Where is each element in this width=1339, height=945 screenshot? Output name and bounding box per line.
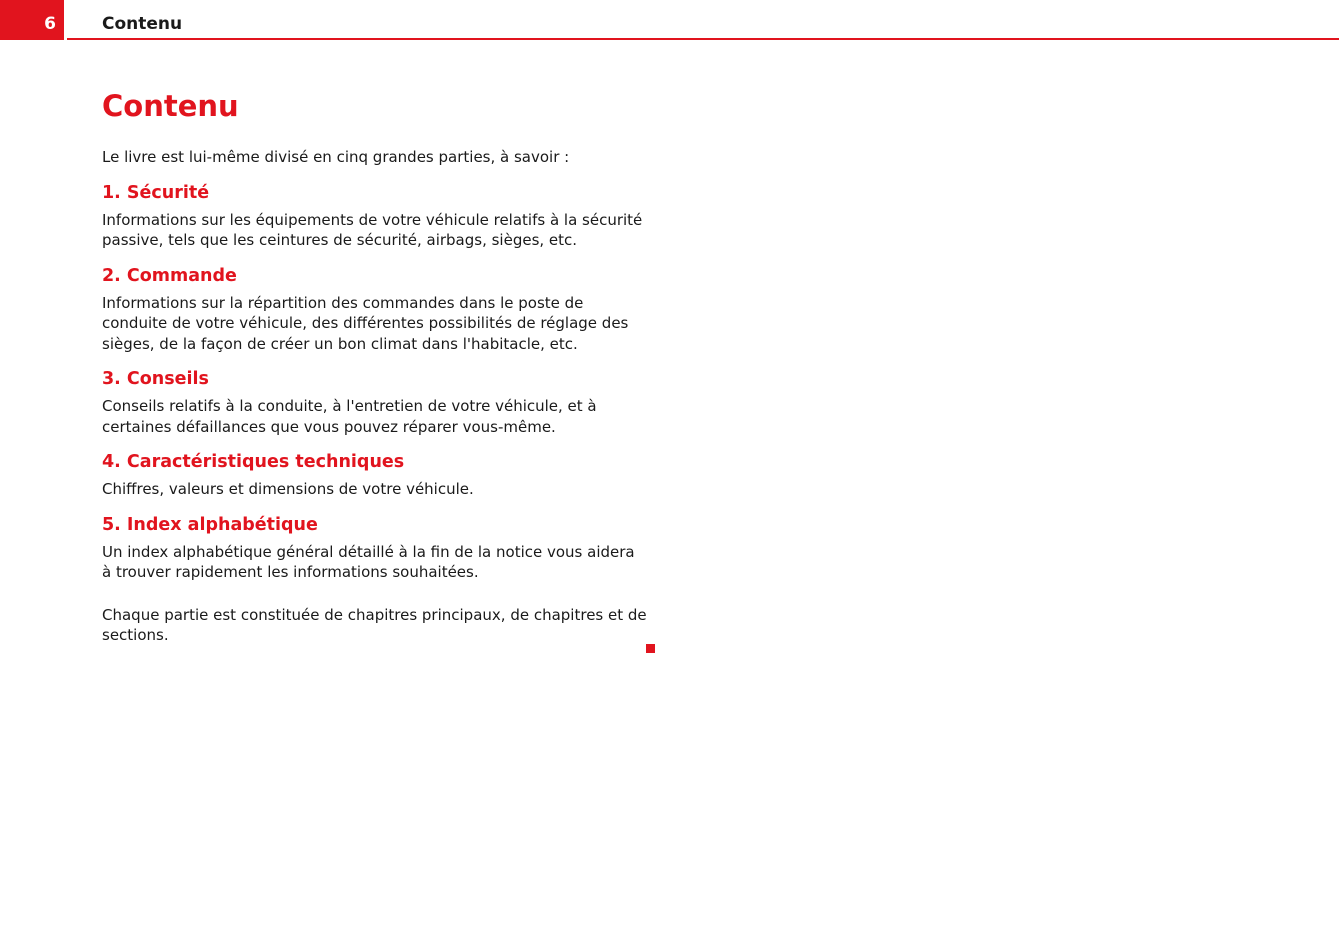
section-heading: 2. Commande xyxy=(102,265,237,286)
section-heading: 1. Sécurité xyxy=(102,182,210,203)
running-header: Contenu xyxy=(102,14,183,34)
section-text: Informations sur la répartition des commandes dans le poste de conduite de votre véhicule, des différentes possibilités de réglage des sièges, de la façon de créer un bon climat dans l'habitacle, etc. xyxy=(102,293,629,353)
header-rule xyxy=(67,38,1339,40)
section-text: Chiffres, valeurs et dimensions de votre véhicule. xyxy=(102,480,474,498)
page-number-box xyxy=(0,0,64,40)
section-securite xyxy=(102,182,647,251)
intro-paragraph: Le livre est lui-même divisé en cinq grandes parties, à savoir : xyxy=(102,148,570,166)
section-index xyxy=(102,514,647,583)
main-content xyxy=(102,88,647,646)
end-of-section-marker xyxy=(646,644,655,653)
section-conseils xyxy=(102,368,647,437)
section-text: Un index alphabétique général détaillé à la fin de la notice vous aidera à trouver rapidement les informations souhaitées. xyxy=(102,542,635,581)
section-heading: 5. Index alphabétique xyxy=(102,514,318,535)
closing-paragraph: Chaque partie est constituée de chapitres principaux, de chapitres et de sections. xyxy=(102,605,647,644)
section-heading: 4. Caractéristiques techniques xyxy=(102,452,405,472)
page-number: 6 xyxy=(44,14,56,34)
section-caracteristiques xyxy=(102,451,647,500)
section-commande xyxy=(102,265,647,355)
section-text: Conseils relatifs à la conduite, à l'entretien de votre véhicule, et à certaines défaillances que vous pouvez réparer vous-même. xyxy=(102,397,597,436)
page-title: Contenu xyxy=(102,89,239,123)
section-heading: 3. Conseils xyxy=(102,369,209,389)
section-text: Informations sur les équipements de votre véhicule relatifs à la sécurité passive, tels que les ceintures de sécurité, airbags, sièges, etc. xyxy=(102,210,643,249)
